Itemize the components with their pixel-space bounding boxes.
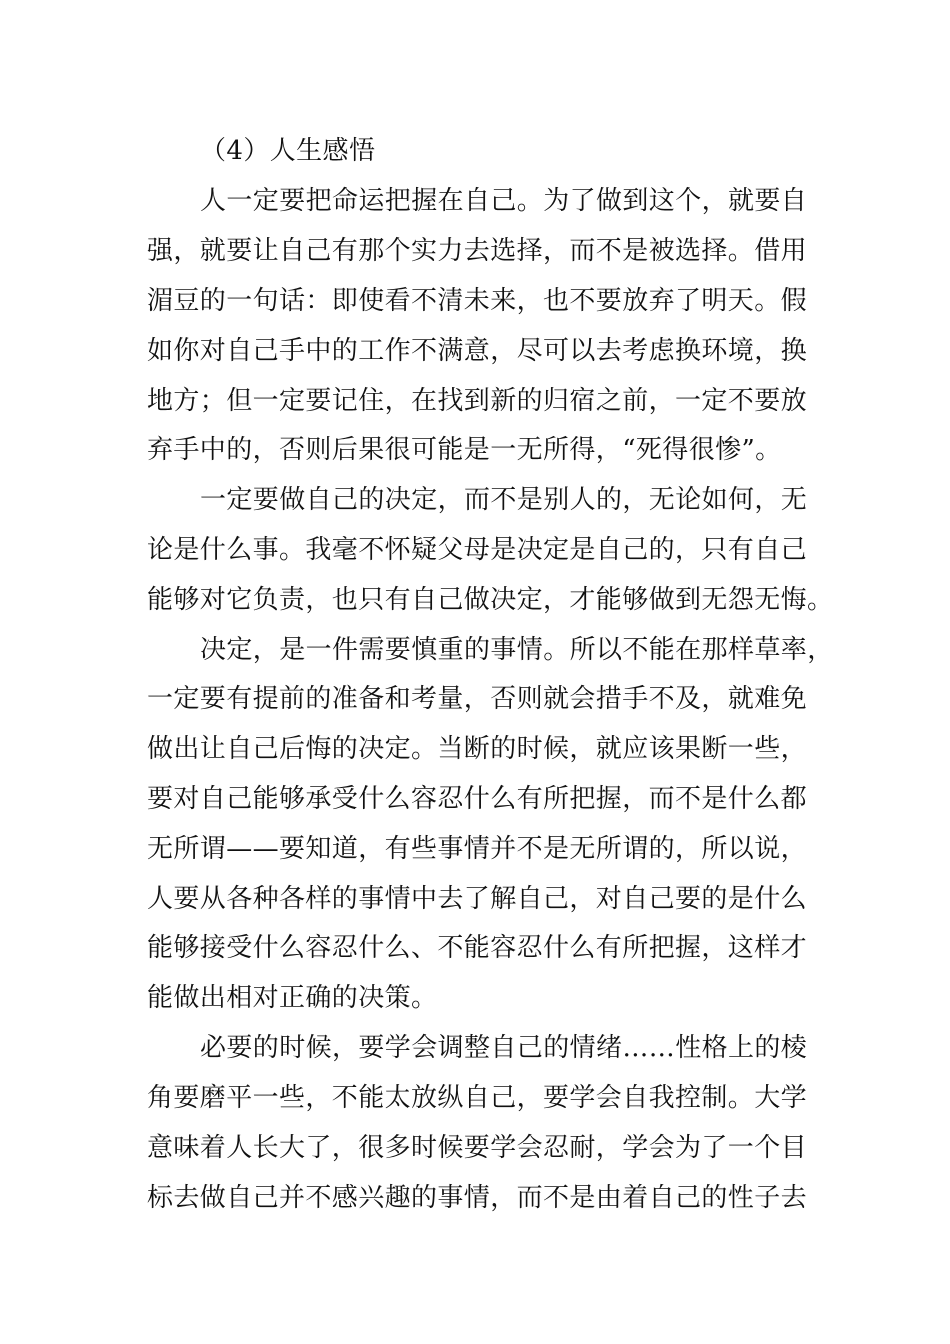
text-line: 一定要有提前的准备和考量，否则就会措手不及，就难免 <box>147 684 808 714</box>
section-heading: （4）人生感悟 <box>200 136 376 166</box>
text-line: 能够接受什么容忍什么、不能容忍什么有所把握，这样才 <box>147 933 808 963</box>
text-line: 强，就要让自己有那个实力去选择，而不是被选择。借用 <box>147 236 808 266</box>
text-line: 决定，是一件需要慎重的事情。所以不能在那样草率， <box>200 635 834 665</box>
text-line: 湄豆的一句话：即使看不清未来，也不要放弃了明天。假 <box>147 286 808 316</box>
text-line: 人要从各种各样的事情中去了解自己，对自己要的是什么 <box>147 884 808 914</box>
text-line: 论是什么事。我毫不怀疑父母是决定是自己的，只有自己 <box>147 535 808 565</box>
text-line: 意味着人长大了，很多时候要学会忍耐，学会为了一个目 <box>147 1133 808 1163</box>
text-line: 必要的时候，要学会调整自己的情绪……性格上的棱 <box>200 1033 808 1063</box>
text-line: 做出让自己后悔的决定。当断的时候，就应该果断一些， <box>147 734 808 764</box>
text-line: 地方；但一定要记住，在找到新的归宿之前，一定不要放 <box>147 386 808 416</box>
text-line: 一定要做自己的决定，而不是别人的，无论如何，无 <box>200 485 808 515</box>
text-line: 弃手中的，否则后果很可能是一无所得，“死得很惨”。 <box>147 435 782 465</box>
text-line: 能做出相对正确的决策。 <box>147 983 438 1013</box>
text-line: 要对自己能够承受什么容忍什么有所把握，而不是什么都 <box>147 784 808 814</box>
text-line: 无所谓——要知道，有些事情并不是无所谓的，所以说， <box>147 834 808 864</box>
text-line: 人一定要把命运把握在自己。为了做到这个，就要自 <box>200 186 808 216</box>
text-line: 角要磨平一些，不能太放纵自己，要学会自我控制。大学 <box>147 1083 808 1113</box>
text-line: 能够对它负责，也只有自己做决定，才能够做到无怨无悔。 <box>147 585 834 615</box>
text-line: 标去做自己并不感兴趣的事情，而不是由着自己的性子去 <box>147 1183 808 1213</box>
text-line: 如你对自己手中的工作不满意，尽可以去考虑换环境，换 <box>147 336 808 366</box>
